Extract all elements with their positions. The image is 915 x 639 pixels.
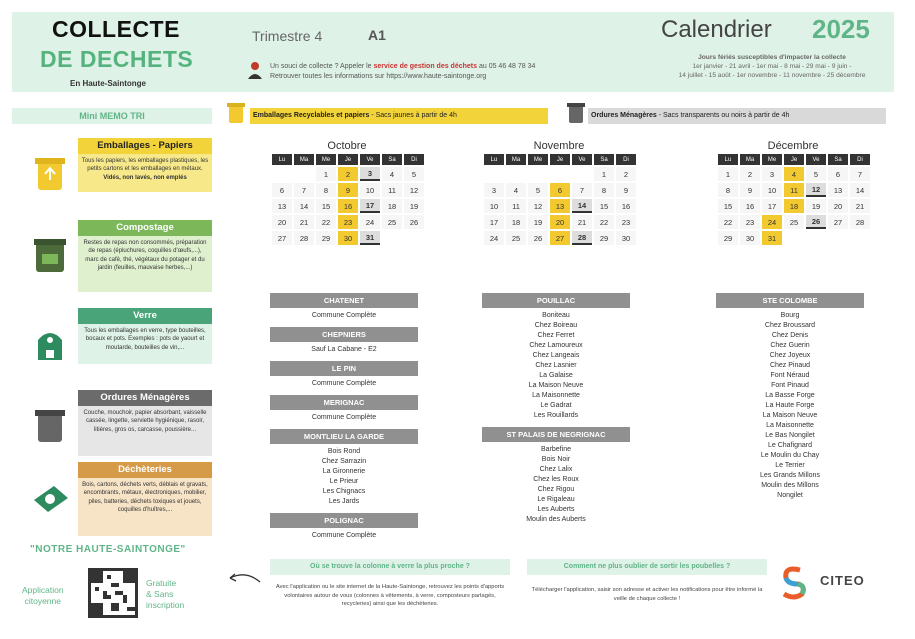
day-cell: 21 (572, 215, 592, 229)
commune-line: Commune Complète (311, 380, 377, 387)
commune-line: Chez Lasnier (535, 362, 577, 369)
day-cell: 10 (360, 183, 380, 197)
weekday-header: Je (338, 154, 358, 165)
day-cell: 19 (404, 199, 424, 213)
commune-line: Chez Langeais (532, 352, 580, 359)
day-cell: 13 (272, 199, 292, 213)
day-cell: 3 (484, 183, 504, 197)
commune-line: Le Chafignard (768, 442, 812, 449)
day-cell: 1 (316, 167, 336, 181)
day-cell: 29 (316, 231, 336, 245)
commune-line: Commune Complète (311, 414, 377, 421)
commune-line: Font Néraud (770, 372, 810, 379)
weekday-header: Sa (594, 154, 614, 165)
weekday-header: Ve (360, 154, 380, 165)
zone-label: A1 (368, 27, 386, 43)
month-name: Décembre (767, 140, 819, 152)
weekday-header: Ve (806, 154, 826, 165)
memo-card-text: Bois, cartons, déchets verts, déblais et gravats, encombrants, métaux, électroniques, mobilier, piles, batteries, déchets toxiques et jouets, coquilles d'huîtres,... (82, 482, 208, 514)
haute-saintonge-logo (778, 562, 810, 602)
app-label: Application citoyenne (22, 585, 64, 606)
grey-bin-icon (30, 404, 70, 444)
commune-line: Sauf La Cabane - E2 (311, 346, 377, 353)
empty-day (806, 231, 826, 245)
day-cell: 28 (850, 215, 870, 229)
yellow-bin-icon (30, 152, 70, 192)
answer-glass-container: Avec l'application ou le site internet de la Haute-Saintonge, retrouvez les points d'apports volontaires autour de vous (colonnes à vêtements, à verre, composteurs partagés, recycleries) ainsi que les déchèteries. (275, 584, 505, 607)
commune-line: Les Grands Millons (760, 472, 820, 479)
commune-header: STE COLOMBE (716, 293, 864, 308)
arrow-left-icon (226, 570, 262, 586)
holidays-line1: 1er janvier - 21 avril - 1er mai - 8 mai - 29 mai - 9 juin - (692, 63, 852, 70)
weekday-header: Sa (382, 154, 402, 165)
commune-header: CHATENET (270, 293, 418, 308)
day-cell: 11 (506, 199, 526, 213)
commune-line: Chez Rigou (537, 486, 575, 493)
commune-line: Chez Guerin (770, 342, 810, 349)
day-cell: 4 (506, 183, 526, 197)
commune-line: La Maisonnette (532, 392, 580, 399)
day-cell: 18 (506, 215, 526, 229)
calendar-octobre (270, 140, 426, 247)
memo-card-text: Restes de repas non consommés, préparation de repas (épluchures, coquilles d'œufs,...), marc de café, thé, végétaux du potager et du jardin (feuilles, mauvaise herbes,...) (83, 240, 207, 272)
day-cell: 26 (806, 215, 826, 229)
day-cell: 5 (404, 167, 424, 181)
commune-line: La Maison Neuve (528, 382, 584, 389)
day-cell: 21 (294, 215, 314, 229)
commune-line: Font Pinaud (771, 382, 809, 389)
citeo-logo: CITEO (820, 573, 865, 588)
month-grid (270, 152, 426, 247)
commune-line: Les Jards (328, 498, 360, 505)
commune-line: Les Auberts (537, 506, 575, 513)
empty-day (294, 167, 314, 181)
weekday-header: Je (784, 154, 804, 165)
day-cell: 28 (294, 231, 314, 245)
grey-bin-small-icon (566, 100, 586, 124)
day-cell: 8 (718, 183, 738, 197)
day-cell: 5 (806, 167, 826, 181)
day-cell: 25 (382, 215, 402, 229)
day-cell: 16 (740, 199, 760, 213)
empty-day (828, 231, 848, 245)
weekday-header: Lu (484, 154, 504, 165)
day-cell: 16 (616, 199, 636, 213)
commune-line: Chez les Roux (533, 476, 579, 483)
day-cell: 20 (272, 215, 292, 229)
commune-line: La Maisonnette (766, 422, 814, 429)
day-cell: 11 (784, 183, 804, 197)
subtitle-region: En Haute-Saintonge (70, 79, 147, 88)
day-cell: 14 (572, 199, 592, 213)
empty-day (572, 167, 592, 181)
memo-tri-label: Mini MEMO TRI (12, 108, 212, 124)
calendar-novembre (482, 140, 638, 247)
slogan: "NOTRE HAUTE-SAINTONGE" (30, 544, 186, 555)
day-cell: 7 (572, 183, 592, 197)
commune-line: Le Terrier (775, 462, 805, 469)
day-cell: 22 (594, 215, 614, 229)
day-cell: 27 (272, 231, 292, 245)
day-cell: 26 (404, 215, 424, 229)
commune-line: La Gironnerie (322, 468, 366, 475)
day-cell: 4 (382, 167, 402, 181)
commune-line: Les Chignacs (322, 488, 366, 495)
day-cell: 9 (616, 183, 636, 197)
day-cell: 15 (594, 199, 614, 213)
commune-line: Nongilet (777, 492, 803, 499)
commune-line: Le Rigaleau (537, 496, 575, 503)
day-cell: 23 (616, 215, 636, 229)
title-collecte: COLLECTE (52, 16, 180, 42)
day-cell: 1 (594, 167, 614, 181)
memo-card-3 (78, 390, 212, 456)
commune-line: Moulin des Auberts (526, 516, 586, 523)
day-cell: 13 (828, 183, 848, 197)
day-cell: 25 (506, 231, 526, 245)
day-cell: 24 (360, 215, 380, 229)
calendar-décembre (716, 140, 872, 247)
day-cell: 3 (762, 167, 782, 181)
memo-card-title: Verre (78, 308, 212, 324)
memo-card-text: Couche, mouchoir, papier absorbant, vaisselle cassée, lingette, serviette hygiénique, rasoir, litières, gros os, carcasse, poussière... (83, 410, 207, 433)
day-cell: 7 (850, 167, 870, 181)
answer-reminder: Télécharger l'application, saisir son adresse et activer les notifications pour être informé la veille de chaque collecte ! (531, 587, 763, 602)
commune-line: Le Moulin du Chay (760, 452, 820, 459)
day-cell: 4 (784, 167, 804, 181)
compost-bin-icon (30, 234, 70, 274)
day-cell: 30 (740, 231, 760, 245)
title-dechets: DE DECHETS (40, 46, 194, 72)
empty-day (528, 167, 548, 181)
commune-line: Bourg (780, 312, 800, 319)
weekday-header: Lu (272, 154, 292, 165)
day-cell: 16 (338, 199, 358, 213)
weekday-header: Me (528, 154, 548, 165)
memo-card-2 (78, 308, 212, 364)
commune-line: Commune Complète (311, 312, 377, 319)
empty-day (484, 167, 504, 181)
memo-card-text: Tous les emballages en verre, type bouteilles, bocaux et pots. Exemples : pots de yaourt et moutarde, bouteilles de vin,... (84, 328, 206, 351)
memo-card-bold: Vidés, non lavés, non emplés (103, 174, 187, 181)
day-cell: 10 (762, 183, 782, 197)
commune-header: MERIGNAC (270, 395, 418, 410)
memo-card-title: Déchèteries (78, 462, 212, 478)
weekday-header: Me (762, 154, 782, 165)
day-cell: 15 (718, 199, 738, 213)
day-cell: 11 (382, 183, 402, 197)
question-reminder: Comment ne plus oublier de sortir les poubelles ? (527, 559, 767, 575)
empty-day (784, 231, 804, 245)
day-cell: 19 (806, 199, 826, 213)
commune-header: CHEPNIERS (270, 327, 418, 342)
day-cell: 29 (718, 231, 738, 245)
day-cell: 30 (616, 231, 636, 245)
memo-card-text: Tous les papiers, les emballages plastiques, les petits cartons et les emballages en métaux. (81, 158, 209, 173)
day-cell: 30 (338, 231, 358, 245)
commune-line: Les Rouillards (533, 412, 579, 419)
day-cell: 10 (484, 199, 504, 213)
commune-line: Le Prieur (329, 478, 359, 485)
memo-card-title: Ordures Ménagères (78, 390, 212, 406)
day-cell: 2 (616, 167, 636, 181)
day-cell: 6 (828, 167, 848, 181)
trimestre-label: Trimestre 4 (252, 28, 323, 44)
commune-line: Chez Sarrazin (321, 458, 367, 465)
day-cell: 5 (528, 183, 548, 197)
day-cell: 18 (382, 199, 402, 213)
weekday-header: Ve (572, 154, 592, 165)
commune-line: La Galaise (539, 372, 573, 379)
day-cell: 27 (828, 215, 848, 229)
commune-line: Chez Lamoureux (529, 342, 583, 349)
weekday-header: Di (850, 154, 870, 165)
commune-line: Chez Joyeux (769, 352, 811, 359)
qr-code[interactable] (88, 568, 138, 618)
weekday-header: Lu (718, 154, 738, 165)
day-cell: 21 (850, 199, 870, 213)
month-name: Novembre (533, 140, 585, 152)
month-grid (482, 152, 638, 247)
memo-card-title: Emballages - Papiers (78, 138, 212, 154)
empty-day (404, 231, 424, 245)
day-cell: 25 (784, 215, 804, 229)
commune-line: Moulin des Millons (761, 482, 819, 489)
day-cell: 28 (572, 231, 592, 245)
memo-card-0 (78, 138, 212, 192)
day-cell: 17 (360, 199, 380, 213)
commune-header: MONTLIEU LA GARDE (270, 429, 418, 444)
day-cell: 22 (316, 215, 336, 229)
weekday-header: Di (616, 154, 636, 165)
grey-collection-bar: Ordures Ménagères - Sacs transparents ou noirs à partir de 4h (588, 108, 886, 124)
commune-line: Chez Pinaud (769, 362, 811, 369)
day-cell: 13 (550, 199, 570, 213)
day-cell: 3 (360, 167, 380, 181)
empty-day (550, 167, 570, 181)
month-grid (716, 152, 872, 247)
day-cell: 2 (740, 167, 760, 181)
commune-line: Bois Rond (327, 448, 361, 455)
calendar-label: Calendrier (661, 16, 772, 43)
commune-line: Le Bas Nongilet (765, 432, 815, 439)
commune-header: POLIGNAC (270, 513, 418, 528)
day-cell: 23 (338, 215, 358, 229)
day-cell: 23 (740, 215, 760, 229)
service-link[interactable]: service de gestion des déchets (373, 63, 478, 70)
year-label: 2025 (812, 14, 870, 44)
recycling-center-icon (30, 476, 70, 516)
support-agent-icon (245, 60, 265, 80)
day-cell: 9 (338, 183, 358, 197)
commune-line: Chez Ferret (537, 332, 575, 339)
day-cell: 15 (316, 199, 336, 213)
glass-container-icon (30, 322, 70, 362)
commune-line: Chez Lalix (539, 466, 573, 473)
holidays-title: Jours fériés susceptibles d'impacter la collecte (698, 54, 846, 61)
qr-code-icon (91, 571, 135, 615)
weekday-header: Me (316, 154, 336, 165)
free-label: Gratuite & Sans inscription (146, 578, 185, 610)
day-cell: 7 (294, 183, 314, 197)
month-name: Octobre (327, 140, 367, 152)
memo-card-4 (78, 462, 212, 536)
day-cell: 6 (550, 183, 570, 197)
yellow-collection-bar: Emballages Recyclables et papiers - Sacs jaunes à partir de 4h (250, 108, 548, 124)
day-cell: 20 (828, 199, 848, 213)
commune-line: La Haute Forge (765, 402, 815, 409)
day-cell: 31 (360, 231, 380, 245)
day-cell: 14 (850, 183, 870, 197)
memo-card-title: Compostage (78, 220, 212, 236)
memo-card-1 (78, 220, 212, 292)
commune-line: Chez Denis (771, 332, 809, 339)
empty-day (382, 231, 402, 245)
day-cell: 1 (718, 167, 738, 181)
weekday-header: Sa (828, 154, 848, 165)
day-cell: 26 (528, 231, 548, 245)
commune-line: Boniteau (542, 312, 570, 319)
day-cell: 19 (528, 215, 548, 229)
commune-header: POUILLAC (482, 293, 630, 308)
day-cell: 2 (338, 167, 358, 181)
day-cell: 14 (294, 199, 314, 213)
day-cell: 17 (484, 215, 504, 229)
holidays-note (658, 53, 886, 80)
day-cell: 6 (272, 183, 292, 197)
website-link[interactable]: Retrouver toutes les informations sur https://www.haute-saintonge.org (270, 73, 487, 80)
commune-line: Bois Noir (541, 456, 571, 463)
day-cell: 12 (806, 183, 826, 197)
day-cell: 12 (404, 183, 424, 197)
day-cell: 20 (550, 215, 570, 229)
commune-line: Chez Broussard (764, 322, 816, 329)
weekday-header: Di (404, 154, 424, 165)
day-cell: 22 (718, 215, 738, 229)
weekday-header: Ma (294, 154, 314, 165)
commune-line: La Basse Forge (765, 392, 815, 399)
day-cell: 18 (784, 199, 804, 213)
commune-line: La Maison Neuve (762, 412, 818, 419)
day-cell: 24 (762, 215, 782, 229)
question-glass-container: Où se trouve la colonne à verre la plus proche ? (270, 559, 510, 575)
commune-header: ST PALAIS DE NEGRIGNAC (482, 427, 630, 442)
empty-day (272, 167, 292, 181)
day-cell: 24 (484, 231, 504, 245)
day-cell: 29 (594, 231, 614, 245)
commune-header: LE PIN (270, 361, 418, 376)
day-cell: 27 (550, 231, 570, 245)
weekday-header: Je (550, 154, 570, 165)
commune-line: Le Gadrat (540, 402, 572, 409)
commune-line: Commune Complète (311, 532, 377, 539)
empty-day (506, 167, 526, 181)
holidays-line2: 14 juillet - 15 août - 1er novembre - 11 novembre - 25 décembre (678, 72, 866, 79)
commune-line: Barbefine (541, 446, 571, 453)
day-cell: 8 (594, 183, 614, 197)
day-cell: 31 (762, 231, 782, 245)
day-cell: 8 (316, 183, 336, 197)
weekday-header: Ma (740, 154, 760, 165)
weekday-header: Ma (506, 154, 526, 165)
yellow-bin-small-icon (226, 100, 246, 124)
empty-day (850, 231, 870, 245)
day-cell: 9 (740, 183, 760, 197)
day-cell: 17 (762, 199, 782, 213)
help-text: Un souci de collecte ? Appeler le service de gestion des déchets au 05 46 48 78 34 Retrouver toutes les informations sur https://www.haute-saintonge.org (270, 63, 536, 80)
commune-line: Chez Boireau (534, 322, 578, 329)
day-cell: 12 (528, 199, 548, 213)
